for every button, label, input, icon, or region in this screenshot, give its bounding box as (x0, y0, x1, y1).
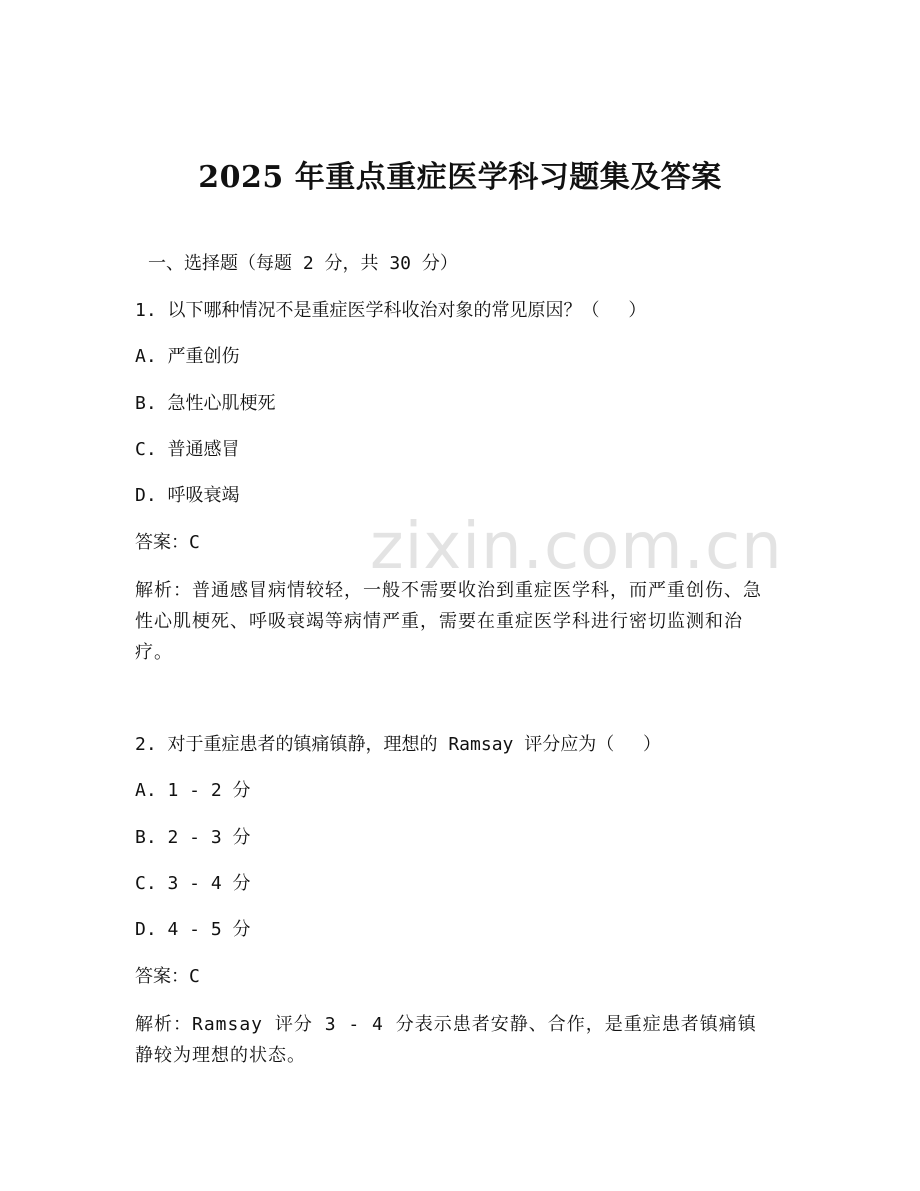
answer: 答案：C (135, 966, 200, 987)
option-a: A. 严重创伤 (135, 346, 240, 367)
option-d: D. 4 - 5 分 (135, 919, 251, 940)
option-a: A. 1 - 2 分 (135, 780, 251, 801)
option-b: B. 急性心肌梗死 (135, 393, 276, 414)
option-b: B. 2 - 3 分 (135, 827, 251, 848)
question-stem: 2. 对于重症患者的镇痛镇静，理想的 Ramsay 评分应为（ ） (135, 734, 662, 755)
section-heading: 一、选择题（每题 2 分，共 30 分） (148, 253, 458, 274)
option-c: C. 普通感冒 (135, 439, 240, 460)
analysis: 解析：普通感冒病情较轻，一般不需要收治到重症医学科，而严重创伤、急性心肌梗死、呼吸衰竭等病情严重，需要在重症医学科进行密切监测和治疗。 (135, 580, 762, 663)
page-title: 2025 年重点重症医学科习题集及答案 (198, 160, 722, 195)
option-d: D. 呼吸衰竭 (135, 485, 240, 506)
analysis: 解析：Ramsay 评分 3 - 4 分表示患者安静、合作，是重症患者镇痛镇静较为理想的状态。 (135, 1014, 757, 1066)
option-c: C. 3 - 4 分 (135, 873, 251, 894)
watermark: zixin.com.cn (370, 510, 783, 584)
answer: 答案：C (135, 532, 200, 553)
question-stem: 1. 以下哪种情况不是重症医学科收治对象的常见原因？（ ） (135, 300, 647, 321)
